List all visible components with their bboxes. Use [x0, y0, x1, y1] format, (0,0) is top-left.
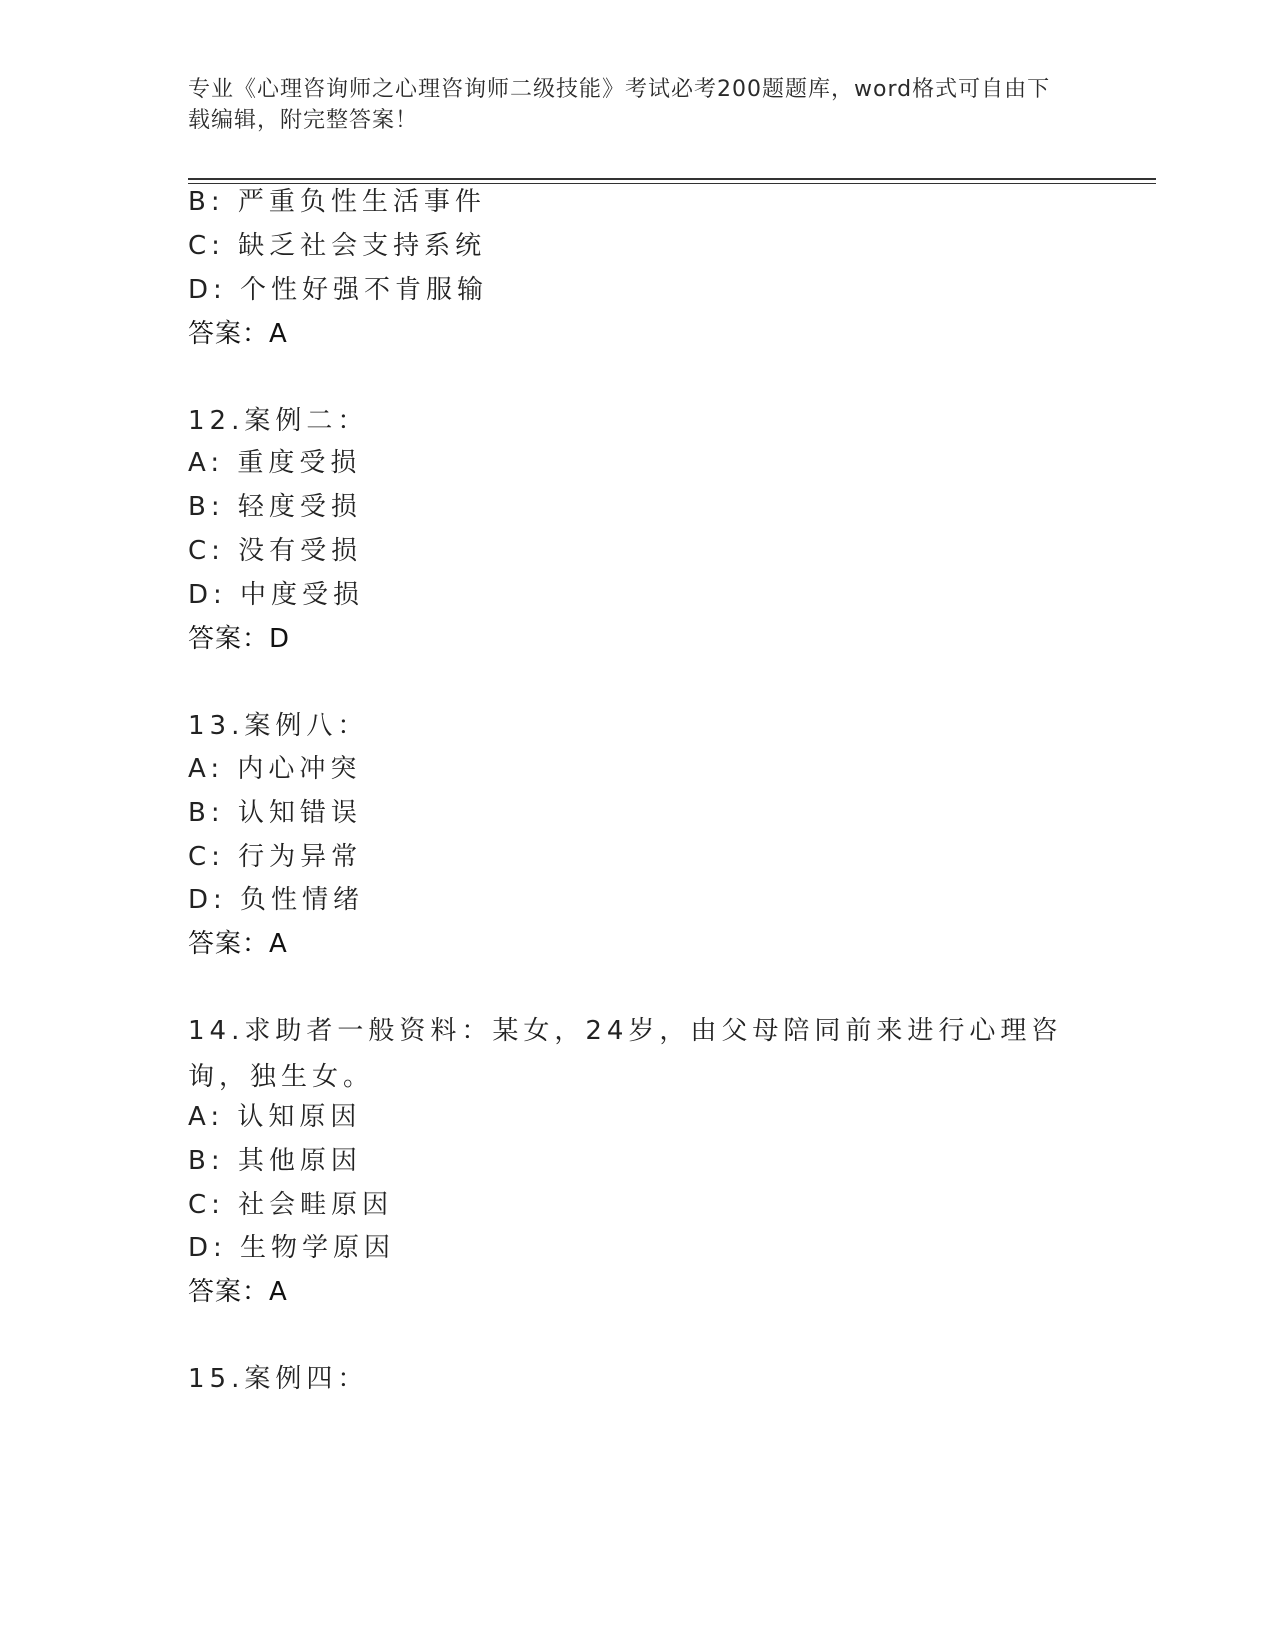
q14-question: 14.求助者一般资料：某女，24岁，由父母陪同前来进行心理咨询，独生女。 — [188, 1016, 1063, 1092]
q14-answer: 答案：A — [188, 1277, 288, 1307]
q14-option-d: D: 生物学原因 — [188, 1233, 396, 1263]
q11-option-b: B: 严重负性生活事件 — [188, 187, 486, 217]
q11-answer: 答案：A — [188, 319, 288, 349]
q14-option-a: A: 认知原因 — [188, 1102, 362, 1132]
header-rule-thick — [188, 178, 1156, 180]
q11-option-d: D: 个性好强不肯服输 — [188, 275, 489, 305]
q13-option-b: B: 认知错误 — [188, 798, 362, 828]
q12-option-c: C: 没有受损 — [188, 536, 363, 566]
q13-option-a: A: 内心冲突 — [188, 754, 362, 784]
q12-answer: 答案：D — [188, 624, 291, 654]
q12-question: 12.案例二： — [188, 406, 369, 436]
document-header: 专业《心理咨询师之心理咨询师二级技能》考试必考200题题库，word格式可自由下载编辑，附完整答案！ — [188, 77, 1051, 133]
q13-answer: 答案：A — [188, 929, 288, 959]
q14-option-c: C: 社会畦原因 — [188, 1190, 394, 1220]
q13-question: 13.案例八： — [188, 711, 369, 741]
q12-option-a: A: 重度受损 — [188, 448, 362, 478]
q12-option-d: D: 中度受损 — [188, 580, 365, 610]
q12-option-b: B: 轻度受损 — [188, 492, 362, 522]
q11-option-c: C: 缺乏社会支持系统 — [188, 231, 487, 261]
q15-question: 15.案例四： — [188, 1364, 369, 1394]
q14-option-b: B: 其他原因 — [188, 1146, 362, 1176]
q13-option-d: D: 负性情绪 — [188, 885, 365, 915]
q13-option-c: C: 行为异常 — [188, 842, 363, 872]
